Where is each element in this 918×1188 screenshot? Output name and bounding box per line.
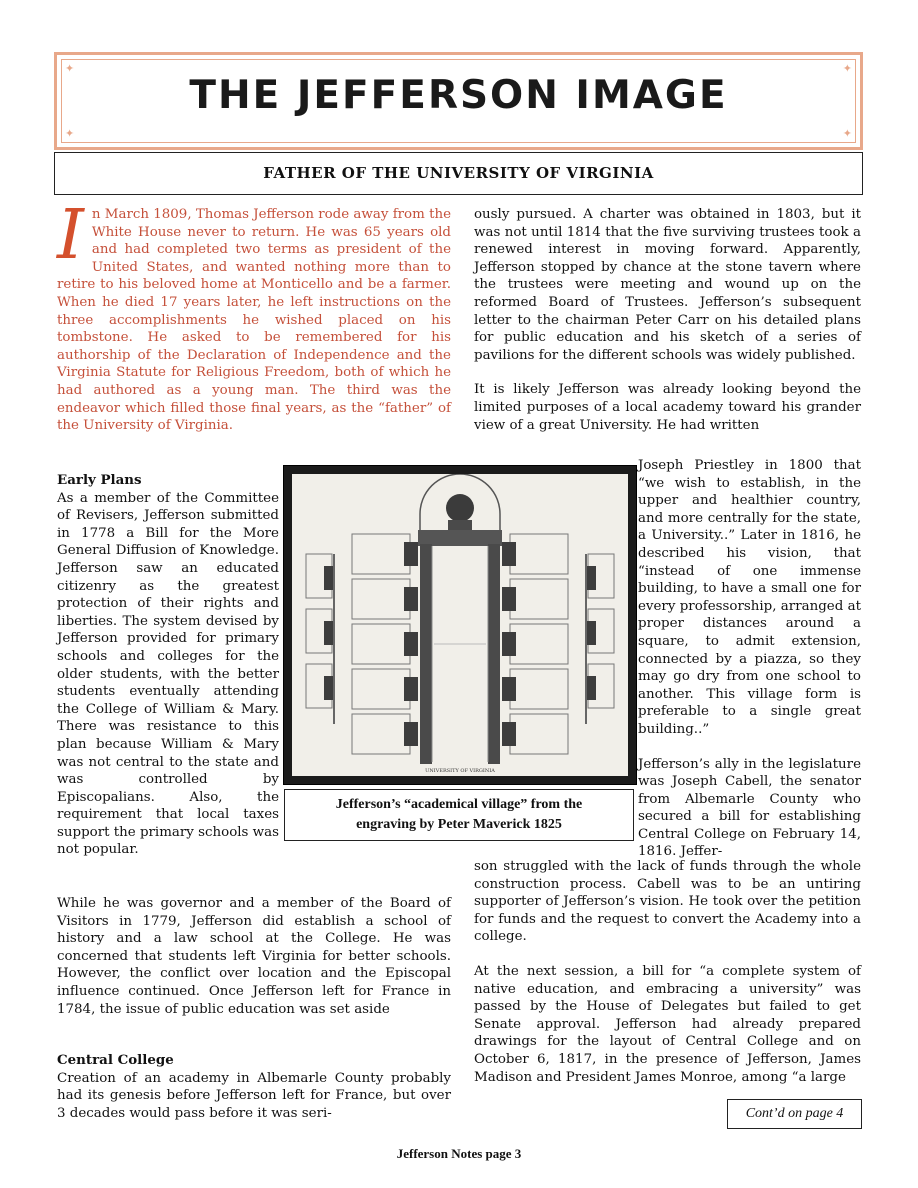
page-footer: Jefferson Notes page 3 — [396, 1146, 522, 1161]
right-column-narrow — [638, 457, 861, 861]
senate-paragraph: At the next session, a bill for “a complete system of native education, and embracing a university” was passed by the House of Delegates but failed to get Senate approval. Jefferson had already prepared drawings for the layout of Central College and on October 6, 1817, in the presence of Jefferson, James Madison and President James Monroe, among “a large — [474, 963, 861, 1085]
masthead — [54, 52, 863, 150]
caption-line-2: engraving by Peter Maverick 1825 — [356, 817, 562, 832]
cabell-paragraph-start: Jefferson’s ally in the legislature was Joseph Cabell, the senator from Albemarle County who secured a bill for establishing Central College on February 14, 1816. Jeffer- — [638, 756, 861, 860]
corner-ornament-icon: ✦ — [842, 62, 852, 75]
section-subtitle: FATHER OF THE UNIVERSITY OF VIRGINIA — [54, 152, 863, 195]
right-column-bottom — [474, 858, 861, 1086]
right-column-top — [474, 206, 861, 434]
intro-text: n March 1809, Thomas Jefferson rode away from the White House never to return. He was 65 years old and had completed two terms as president of the United States, and wanted nothing more than to retire to his beloved home at Monticello and be a farmer. When he died 17 years later, he left instructions on the three accomplishments he wished placed on his tombstone. He asked to be remembered for his authorship of the Declaration of Independence and the Virginia Statute for Religious Freedom, both of which he had authored as a young man. The third was the endeavor which filled those final years, as the “father” of the University of Virginia. — [57, 207, 451, 434]
corner-ornament-icon: ✦ — [65, 62, 75, 75]
drop-cap: I — [57, 196, 84, 275]
vision-paragraph-cont: Joseph Priestley in 1800 that “we wish to establish, in the upper and healthier country, and more centrally for the state, a University..” Later in 1816, he described his vision, that “instead of one immense building, to have a small one for every professorship, arranged at proper distances around a square, to admit extension, connected by a piazza, so they may go dry from one school to another. This village form is preferable to a single great building..” — [638, 458, 861, 737]
intro-paragraph — [57, 196, 451, 435]
figure-caption — [284, 789, 634, 841]
continued-note[interactable]: Cont’d on page 4 — [727, 1099, 862, 1129]
central-college-heading: Central College — [57, 1052, 174, 1068]
central-college-section — [57, 1052, 451, 1122]
early-plans-heading: Early Plans — [57, 472, 142, 488]
academical-village-engraving — [292, 474, 628, 776]
central-college-text: Creation of an academy in Albemarle County probably had its genesis before Jefferson left for France, but over 3 decades would pass before it was seri- — [57, 1070, 451, 1121]
cabell-paragraph-cont: son struggled with the lack of funds through the whole construction process. Cabell was to be an untiring supporter of Jefferson’s vision. He took over the petition for funds and the request to convert the Academy into a college. — [474, 859, 861, 945]
page-title: THE JEFFERSON IMAGE — [189, 73, 728, 118]
corner-ornament-icon: ✦ — [842, 127, 852, 140]
caption-line-1: Jefferson’s “academical village” from the — [335, 797, 583, 812]
plan-label: UNIVERSITY OF VIRGINIA — [425, 768, 495, 774]
campus-plan-figure — [283, 465, 637, 785]
vision-paragraph-start: It is likely Jefferson was already looking beyond the limited purposes of a local academy toward his grander view of a great University. He had written — [474, 382, 861, 433]
governor-text: While he was governor and a member of the Board of Visitors in 1779, Jefferson did establish a school of history and a law school at the College. He was concerned that students left Virginia for better schools. However, the conflict over location and the Episcopal influence continued. Once Jefferson left for France in 1784, the issue of public education was set aside — [57, 896, 451, 1017]
early-plans-section — [57, 472, 279, 859]
early-plans-text: As a member of the Committee of Revisers, Jefferson submitted in 1778 a Bill for the More General Diffusion of Knowledge. Jefferson saw an educated citizenry as the greatest protection of their rights and liberties. The system devised by Jefferson provided for primary schools and colleges for the older students, with the better students eventually attending the College of William & Mary. There was resistance to this plan because William & Mary was not central to the state and was controlled by Episcopalians. Also, the requirement that local taxes support the primary schools was not popular. — [57, 490, 279, 858]
corner-ornament-icon: ✦ — [65, 127, 75, 140]
charter-paragraph: ously pursued. A charter was obtained in 1803, but it was not until 1814 that the five surviving trustees took a renewed interest in moving forward. Apparently, Jefferson stopped by chance at the stone tavern where the trustees were meeting and wound up on the reformed Board of Trustees. Jefferson’s subsequent letter to the chairman Peter Carr on his detailed plans for public education and his sketch of a series of pavilions for the different schools was widely published. — [474, 207, 861, 363]
governor-paragraph — [57, 895, 451, 1018]
